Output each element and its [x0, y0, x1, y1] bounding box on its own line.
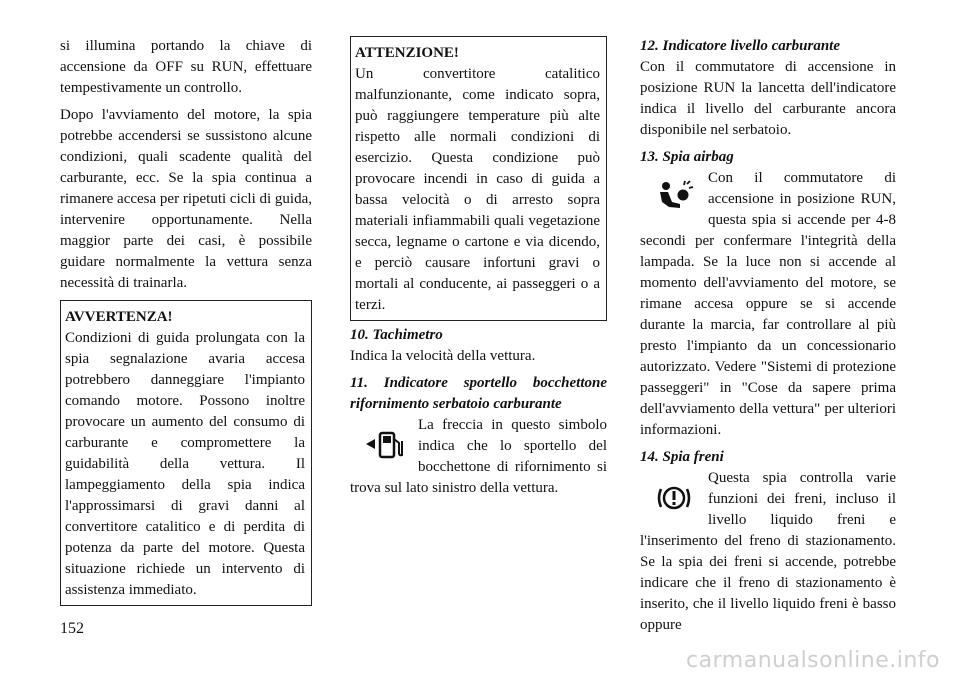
column-right: [640, 36, 896, 642]
page-number: 152: [60, 620, 84, 637]
warning-text: Condizioni di guida prolungata con la spia segnalazione avaria accesa potrebbero danneggiare l'impianto comando motore. Possono inoltre provocare un aumento del consumo di carburante e compromettere la guidabilità della vettura. Il lampeggiamento della spia indica l'approssimarsi di gravi danni al convertitore catalitico e di perdita di potenza da parte del motore. Questa situazione richiede un intervento di assistenza immediato.: [65, 330, 305, 598]
airbag-icon: [640, 168, 708, 228]
item-14-text: Questa spia controlla varie funzioni dei freni, incluso il livello liquido freni e l'inserimento del freno di stazionamento. Se la spia dei freni si accende, potrebbe indicare che il freno di stazionamento è inserito, che il livello liquido freni è basso oppure: [640, 470, 896, 633]
item-10-text: Indica la velocità della vettura.: [350, 348, 536, 364]
warning-title: AVVERTENZA!: [65, 309, 173, 325]
item-11-text: La freccia in questo simbolo indica che lo sportello del bocchettone di rifornimento si trova sul lato sinistro della vettura.: [350, 417, 607, 496]
item-14-body: [640, 468, 896, 636]
item-13-body: [640, 168, 896, 441]
column-left: [60, 36, 312, 606]
caution-title: ATTENZIONE!: [355, 45, 459, 61]
paragraph-engine-start: Dopo l'avviamento del motore, la spia potrebbe accendersi se sussistono alcune condizioni, quali scadente qualità del carburante, ecc. Se la spia continua a rimanere accesa per ripetuti cicli di guida, intervenire opportunamente. Nella maggior parte dei casi, è possibile guidare normalmente la vettura senza necessità di trainarla.: [60, 107, 312, 291]
brake-warning-icon: [640, 468, 708, 528]
item-14-title: 14. Spia freni: [640, 449, 724, 465]
item-13-text: Con il commutatore di accensione in posizione RUN, questa spia si accende per 4-8 secondi per confermare l'integrità della lampada. Se la luce non si accende al momento dell'avviamento del motore, se rimane accesa oppure se si accende durante la marcia, far controllare al più presto l'impianto da un concessionario autorizzato. Vedere "Sistemi di protezione passeggeri" in "Cose da sapere prima dell'avviamento della vettura" per ulteriori informazioni.: [640, 170, 896, 438]
watermark: carmanualsonline.info: [686, 648, 940, 673]
item-11-body: [350, 415, 607, 499]
fuel-door-icon: [350, 415, 418, 475]
column-middle: [350, 36, 607, 505]
item-12-text: Con il commutatore di accensione in posizione RUN la lancetta dell'indicatore indica il livello del carburante ancora disponibile nel serbatoio.: [640, 59, 896, 138]
caution-text: Un convertitore catalitico malfunzionante, come indicato sopra, può raggiungere temperature più alte rispetto alle normali condizioni di esercizio. Questa condizione può provocare incendi in caso di guida a bassa velocità o di arresto sopra materiali infiammabili quali vegetazione secca, legname o cartone e via dicendo, e perciò causare infortuni gravi o mortali al conducente, ai passeggeri o a terzi.: [355, 66, 600, 313]
paragraph-continued: si illumina portando la chiave di accensione da OFF su RUN, effettuare tempestivamente un controllo.: [60, 38, 312, 96]
item-11-title: 11. Indicatore sportello bocchettone rifornimento serbatoio carburante: [350, 375, 607, 412]
warning-box: [60, 300, 312, 606]
item-10-title: 10. Tachimetro: [350, 327, 443, 343]
caution-box: [350, 36, 607, 321]
item-13-title: 13. Spia airbag: [640, 149, 734, 165]
item-12-title: 12. Indicatore livello carburante: [640, 38, 840, 54]
